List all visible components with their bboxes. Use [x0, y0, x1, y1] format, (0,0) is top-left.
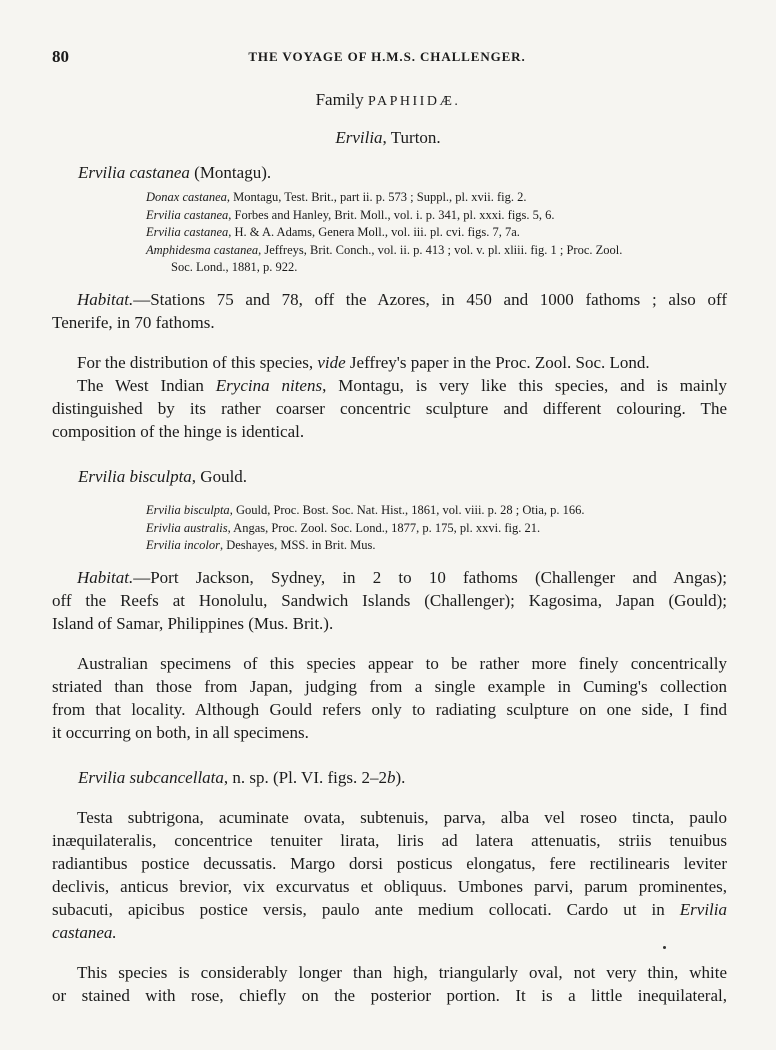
- text-line: from that locality. Although Gould refers only to radiating sculpture on one side, I find: [52, 700, 727, 719]
- species-heading-bisculpta: [78, 467, 753, 487]
- text-line: For the distribution of this species, vide Jeffrey's paper in the Proc. Zool. Soc. Lond.: [77, 353, 650, 372]
- family-name: PAPHIIDÆ.: [368, 94, 461, 109]
- description-paragraph: [52, 961, 727, 1007]
- text-line: declivis, anticus brevior, vix excurvatus et obliquus. Umbones parvi, parum prominentes,: [52, 877, 727, 896]
- habitat-paragraph-castanea: [52, 288, 727, 334]
- text-line: composition of the hinge is identical.: [52, 422, 305, 441]
- distribution-paragraph: [52, 351, 727, 374]
- text-line: off the Reefs at Honolulu, Sandwich Islands (Challenger); Kagosima, Japan (Gould);: [52, 591, 727, 610]
- text-line: castanea.: [52, 923, 117, 942]
- synonym-entry: Amphidesma castanea, Jeffreys, Brit. Conch., vol. ii. p. 413 ; vol. v. pl. xliii. fig. 1 ; Proc. Zool.: [146, 242, 623, 257]
- ink-mark: [663, 946, 666, 949]
- species-heading-subcancellata: Ervilia subcancellata, n. sp. (Pl. VI. figs. 2–2b).: [78, 768, 406, 787]
- synonym-entry: Ervilia bisculpta, Gould, Proc. Bost. Soc. Nat. Hist., 1861, vol. viii. p. 28 ; Otia, p. 166.: [146, 503, 585, 517]
- text-line: Habitat.—Port Jackson, Sydney, in 2 to 10 fathoms (Challenger and Angas);: [77, 568, 727, 587]
- family-prefix: Family: [315, 90, 364, 109]
- synonym-entry: Donax castanea, Montagu, Test. Brit., part ii. p. 573 ; Suppl., pl. xvii. fig. 2.: [146, 190, 527, 204]
- text-line: it occurring on both, in all specimens.: [52, 723, 309, 742]
- specimens-paragraph: [52, 652, 727, 744]
- text-line: Tenerife, in 70 fathoms.: [52, 313, 215, 332]
- text-line: or stained with rose, chiefly on the posterior portion. It is a little inequilateral,: [52, 986, 727, 1005]
- genus-name: Ervilia: [335, 128, 383, 147]
- text-line: Testa subtrigona, acuminate ovata, subtenuis, parva, alba vel roseo tincta, paulo: [77, 808, 727, 827]
- text-line: inæquilateralis, concentrice tenuiter lirata, liris ad latera attenuatis, striis tenuibus: [52, 831, 727, 850]
- text-line: subacuti, apicibus postice versis, paulo ante medium collocati. Cardo ut in Ervilia: [52, 900, 727, 919]
- synonym-continuation: Soc. Lond., 1881, p. 922.: [171, 260, 298, 274]
- species-heading-castanea: [78, 163, 753, 183]
- page-header: [52, 47, 722, 69]
- species-name: Ervilia subcancellata: [78, 768, 224, 787]
- text-line: striated than those from Japan, judging from a single example in Cuming's collection: [52, 677, 727, 696]
- species-name: Ervilia castanea: [78, 163, 190, 182]
- text-line: radiantibus postice decussatis. Margo dorsi posticus elongatus, fere rectilinearis leviter: [52, 854, 727, 873]
- running-title: THE VOYAGE OF H.M.S. CHALLENGER.: [248, 49, 526, 64]
- text-line: Habitat.—Stations 75 and 78, off the Azores, in 450 and 1000 fathoms ; also off: [77, 290, 727, 309]
- genus-heading: [0, 128, 776, 148]
- family-heading: [0, 90, 776, 110]
- latin-diagnosis: [52, 806, 727, 944]
- synonym-entry: Ervilia incolor, Deshayes, MSS. in Brit. Mus.: [146, 538, 376, 552]
- page-number: 80: [52, 47, 69, 66]
- species-author: , Gould.: [191, 467, 248, 486]
- synonymy-list-bisculpta: [146, 502, 736, 555]
- species-name: Ervilia bisculpta: [78, 467, 192, 486]
- text-line: Island of Samar, Philippines (Mus. Brit.).: [52, 614, 334, 633]
- comparison-paragraph: [52, 374, 727, 443]
- synonym-entry: Ervilia castanea, H. & A. Adams, Genera Moll., vol. iii. pl. cvi. figs. 7, 7a.: [146, 225, 520, 239]
- synonym-entry: Ervilia castanea, Forbes and Hanley, Brit. Moll., vol. i. p. 341, pl. xxxi. figs. 5, 6.: [146, 207, 555, 222]
- synonym-entry: Erivlia australis, Angas, Proc. Zool. Soc. Lond., 1877, p. 175, pl. xxvi. fig. 21.: [146, 520, 541, 535]
- text-line: distinguished by its rather coarser concentric sculpture and different colouring. The: [52, 399, 727, 418]
- species-author: (Montagu).: [189, 163, 272, 182]
- text-line: This species is considerably longer than high, triangularly oval, not very thin, white: [77, 963, 727, 982]
- habitat-paragraph-bisculpta: [52, 566, 727, 635]
- synonymy-list-castanea: [146, 189, 736, 277]
- genus-author: , Turton.: [382, 128, 441, 147]
- text-line: Australian specimens of this species appear to be rather more finely concentrically: [77, 654, 727, 673]
- text-line: The West Indian Erycina nitens, Montagu, is very like this species, and is mainly: [77, 376, 727, 395]
